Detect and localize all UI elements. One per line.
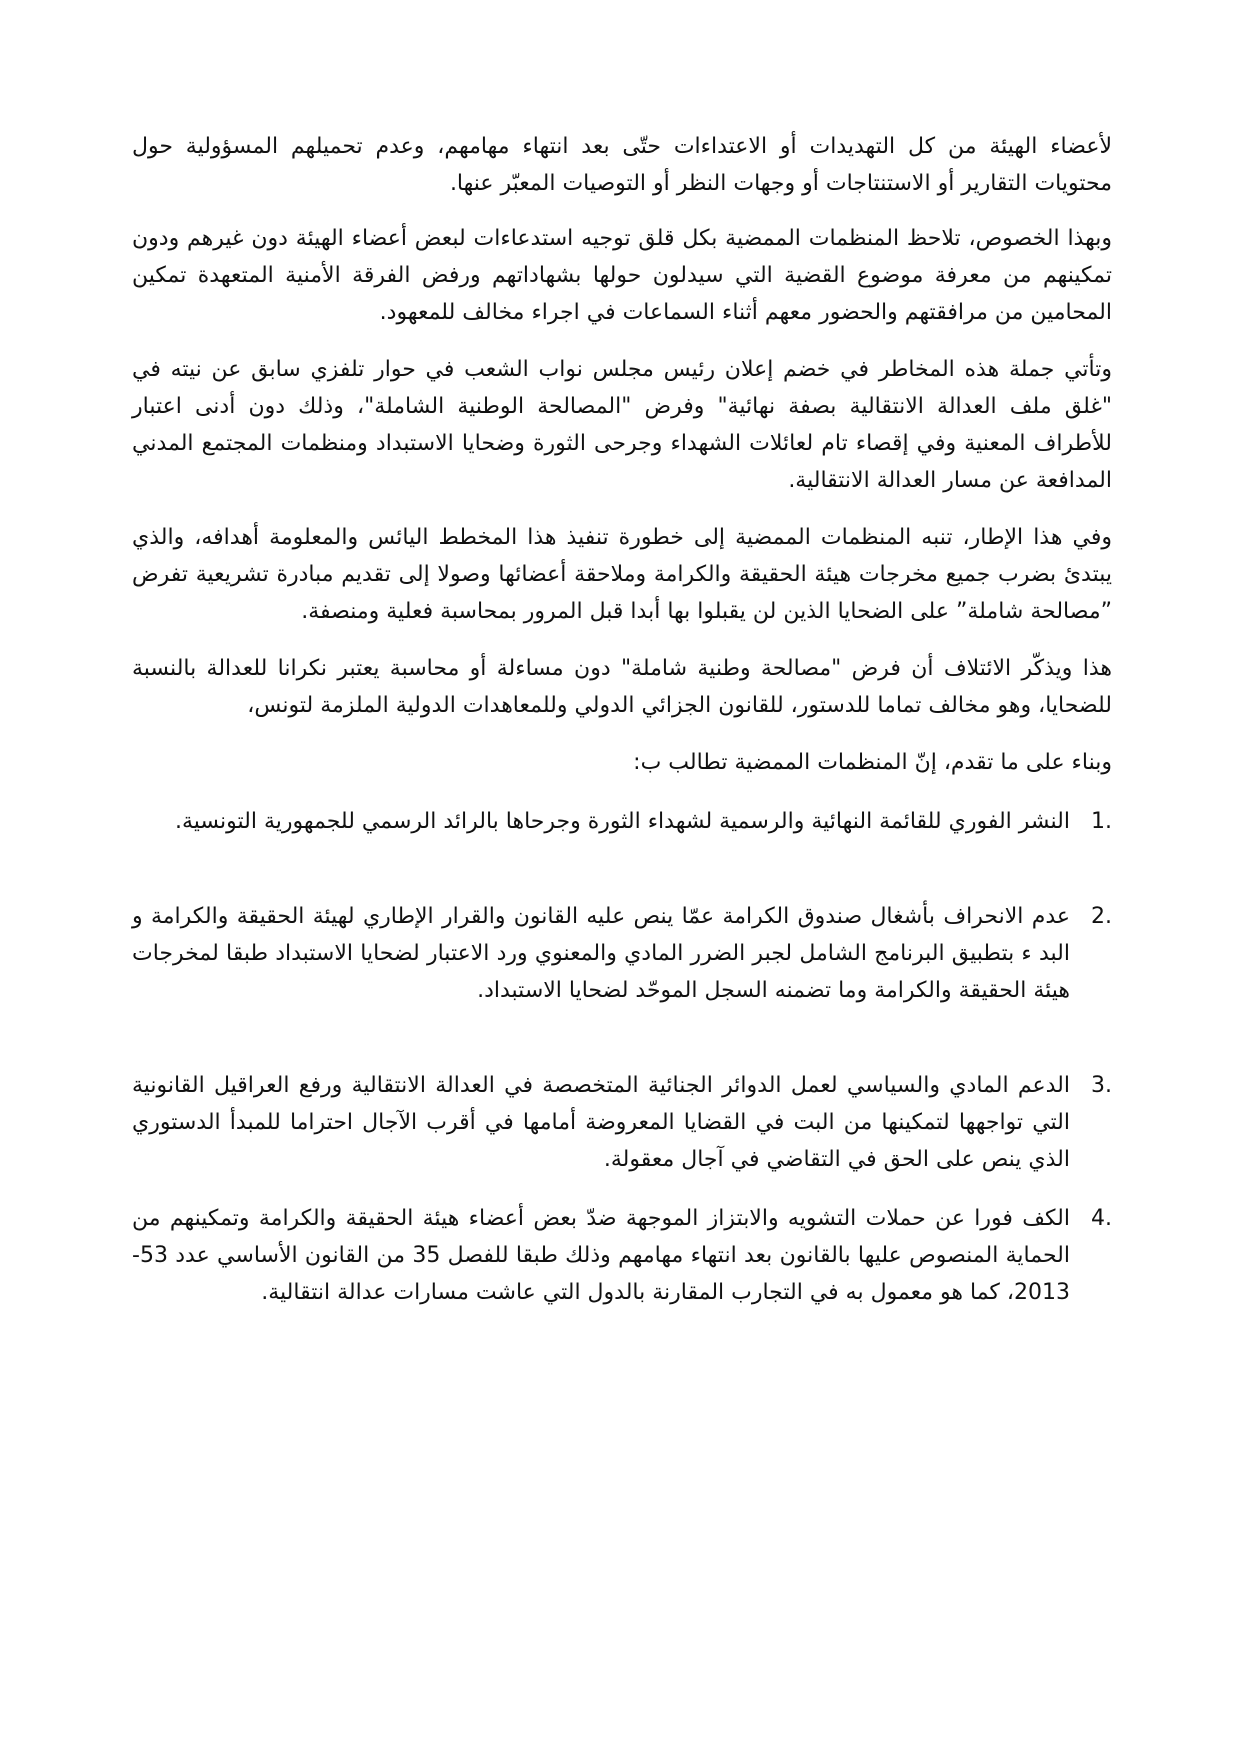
demand-text: عدم الانحراف بأشغال صندوق الكرامة عمّا ينص عليه القانون والقرار الإطاري لهيئة الحقيقة والكرامة و البد ء بتطبيق البرنامج الشامل لجبر الضرر المادي والمعنوي ورد الاعتبار لضحايا الاستبداد طبقا لمخرجات هيئة الحقيقة والكرامة وما تضمنه السجل الموحّد لضحايا الاستبداد. <box>132 904 1070 1003</box>
demand-item <box>132 1067 1112 1178</box>
demand-item <box>132 803 1112 840</box>
demand-text: الدعم المادي والسياسي لعمل الدوائر الجنائية المتخصصة في العدالة الانتقالية ورفع العراقيل القانونية التي تواجهها لتمكينها من البت في القضايا المعروضة أمامها في أقرب الآجال احتراما للمبدأ الدستوري الذي ينص على الحق في التقاضي في آجال معقولة. <box>132 1073 1070 1172</box>
paragraph-coalition-reminder: هذا ويذكّر الائتلاف أن فرض "مصالحة وطنية شاملة" دون مساءلة أو محاسبة يعتبر نكرانا للعدالة بالنسبة للضحايا، وهو مخالف تماما للدستور، للقانون الجزائي الدولي وللمعاهدات الدولية الملزمة لتونس، <box>132 656 1112 718</box>
paragraph-summons-concern: وبهذا الخصوص، تلاحظ المنظمات الممضية بكل قلق توجيه استدعاءات لبعض أعضاء الهيئة دون غيرهم ودون تمكينهم من معرفة موضوع القضية التي سيدلون حولها بشهاداتهم ورفض الفرقة الأمنية المتعهدة تمكين المحامين من مرافقتهم والحضور معهم أثناء السماعات في اجراء مخالف للمعهود. <box>132 226 1112 325</box>
demand-item <box>132 898 1112 1009</box>
paragraph-parliament-announcement: وتأتي جملة هذه المخاطر في خضم إعلان رئيس مجلس نواب الشعب في حوار تلفزي سابق عن نيته في "غلق ملف العدالة الانتقالية بصفة نهائية" وفرض "المصالحة الوطنية الشاملة"، وذلك دون أدنى اعتبار للأطراف المعنية وفي إقصاء تام لعائلات الشهداء وجرحى الثورة وضحايا الاستبداد ومنظمات المجتمع المدني المدافعة عن مسار العدالة الانتقالية. <box>132 357 1112 493</box>
demands-list <box>132 803 1112 1311</box>
demand-text: الكف فورا عن حملات التشويه والابتزاز الموجهة ضدّ بعض أعضاء هيئة الحقيقة والكرامة وتمكينهم من الحماية المنصوص عليها بالقانون بعد انتهاء مهامهم وذلك طبقا للفصل 35 من القانون الأساسي عدد 53-2013، كما هو معمول به في التجارب المقارنة بالدول التي عاشت مسارات عدالة انتقالية. <box>132 1206 1070 1305</box>
demands-intro: وبناء على ما تقدم، إنّ المنظمات الممضية تطالب ب: <box>633 750 1112 775</box>
demand-number: 2. <box>1091 904 1112 929</box>
paragraph-warning-plan: وفي هذا الإطار، تنبه المنظمات الممضية إلى خطورة تنفيذ هذا المخطط اليائس والمعلومة أهدافه، والذي يبتدئ بضرب جميع مخرجات هيئة الحقيقة والكرامة وملاحقة أعضائها وصولا إلى تقديم مبادرة تشريعية تفرض ”مصالحة شاملة” على الضحايا الذين لن يقبلوا بها أبدا قبل المرور بمحاسبة فعلية ومنصفة. <box>132 525 1112 624</box>
demand-text: النشر الفوري للقائمة النهائية والرسمية لشهداء الثورة وجرحاها بالرائد الرسمي للجمهورية التونسية. <box>174 809 1070 834</box>
demand-number: 4. <box>1091 1206 1112 1231</box>
demand-item <box>132 1200 1112 1311</box>
document-page <box>132 128 1112 1311</box>
demand-number: 3. <box>1091 1073 1112 1098</box>
paragraph-protection-members: لأعضاء الهيئة من كل التهديدات أو الاعتداءات حتّى بعد انتهاء مهامهم، وعدم تحميلهم المسؤولية حول محتويات التقارير أو الاستنتاجات أو وجهات النظر أو التوصيات المعبّر عنها. <box>132 134 1112 196</box>
demand-number: 1. <box>1091 809 1112 834</box>
